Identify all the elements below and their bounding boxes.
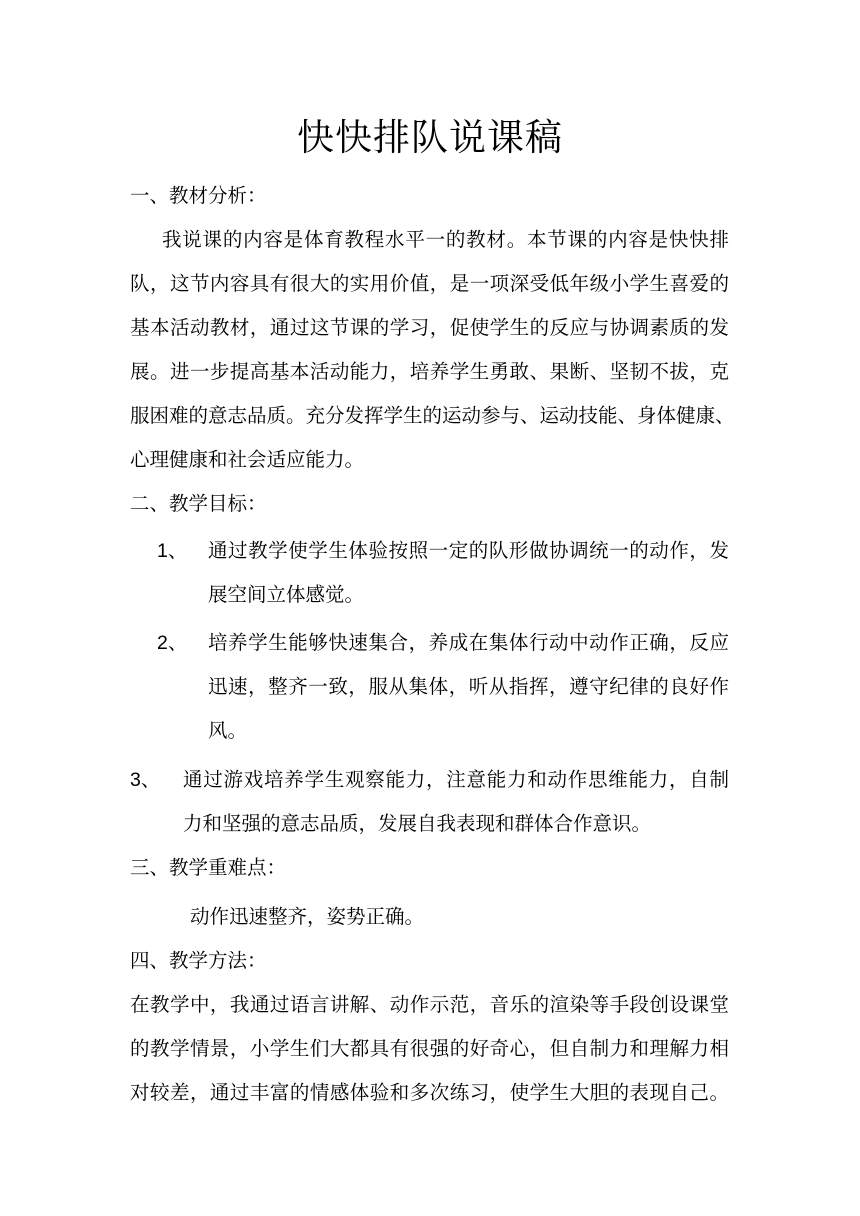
paragraph-line: 展。进一步提高基本活动能力，培养学生勇敢、果断、坚韧不拔，克: [130, 360, 729, 383]
paragraph-line: 的教学情景，小学生们大都具有很强的好奇心，但自制力和理解力相: [130, 1037, 729, 1060]
paragraph-line: 在教学中，我通过语言讲解、动作示范，音乐的渲染等手段创设课堂: [130, 993, 729, 1016]
section-heading-3: 三、教学重难点：: [130, 856, 287, 879]
paragraph-line: 动作迅速整齐，姿势正确。: [190, 905, 425, 928]
list-item-line: 力和坚强的意志品质，发展自我表现和群体合作意识。: [183, 812, 652, 835]
list-item-line: 通过教学使学生体验按照一定的队形做协调统一的动作，发: [208, 539, 729, 562]
paragraph-line: 我说课的内容是体育教程水平一的教材。本节课的内容是快快排: [162, 228, 729, 251]
document-title: 快快排队说课稿: [297, 116, 563, 159]
list-item-line: 培养学生能够快速集合，养成在集体行动中动作正确，反应: [208, 631, 729, 654]
paragraph-line: 基本活动教材，通过这节课的学习，促使学生的反应与协调素质的发: [130, 316, 729, 339]
list-item-line: 风。: [208, 719, 248, 742]
list-number: 1、: [157, 540, 188, 562]
section-heading-2: 二、教学目标：: [130, 492, 267, 515]
list-item-line: 展空间立体感觉。: [208, 583, 365, 606]
paragraph-line: 服困难的意志品质。充分发挥学生的运动参与、运动技能、身体健康、: [130, 404, 735, 427]
section-heading-1: 一、教材分析：: [130, 184, 267, 207]
paragraph-line: 对较差，通过丰富的情感体验和多次练习，使学生大胆的表现自己。: [130, 1081, 729, 1104]
list-number: 3、: [130, 769, 161, 791]
paragraph-line: 心理健康和社会适应能力。: [130, 448, 365, 471]
section-heading-4: 四、教学方法：: [130, 949, 267, 972]
paragraph-line: 队，这节内容具有很大的实用价值，是一项深受低年级小学生喜爱的: [130, 272, 729, 295]
list-item-line: 通过游戏培养学生观察能力，注意能力和动作思维能力，自制: [183, 768, 729, 791]
list-item-line: 迅速，整齐一致，服从集体，听从指挥，遵守纪律的良好作: [208, 675, 729, 698]
list-number: 2、: [157, 632, 188, 654]
